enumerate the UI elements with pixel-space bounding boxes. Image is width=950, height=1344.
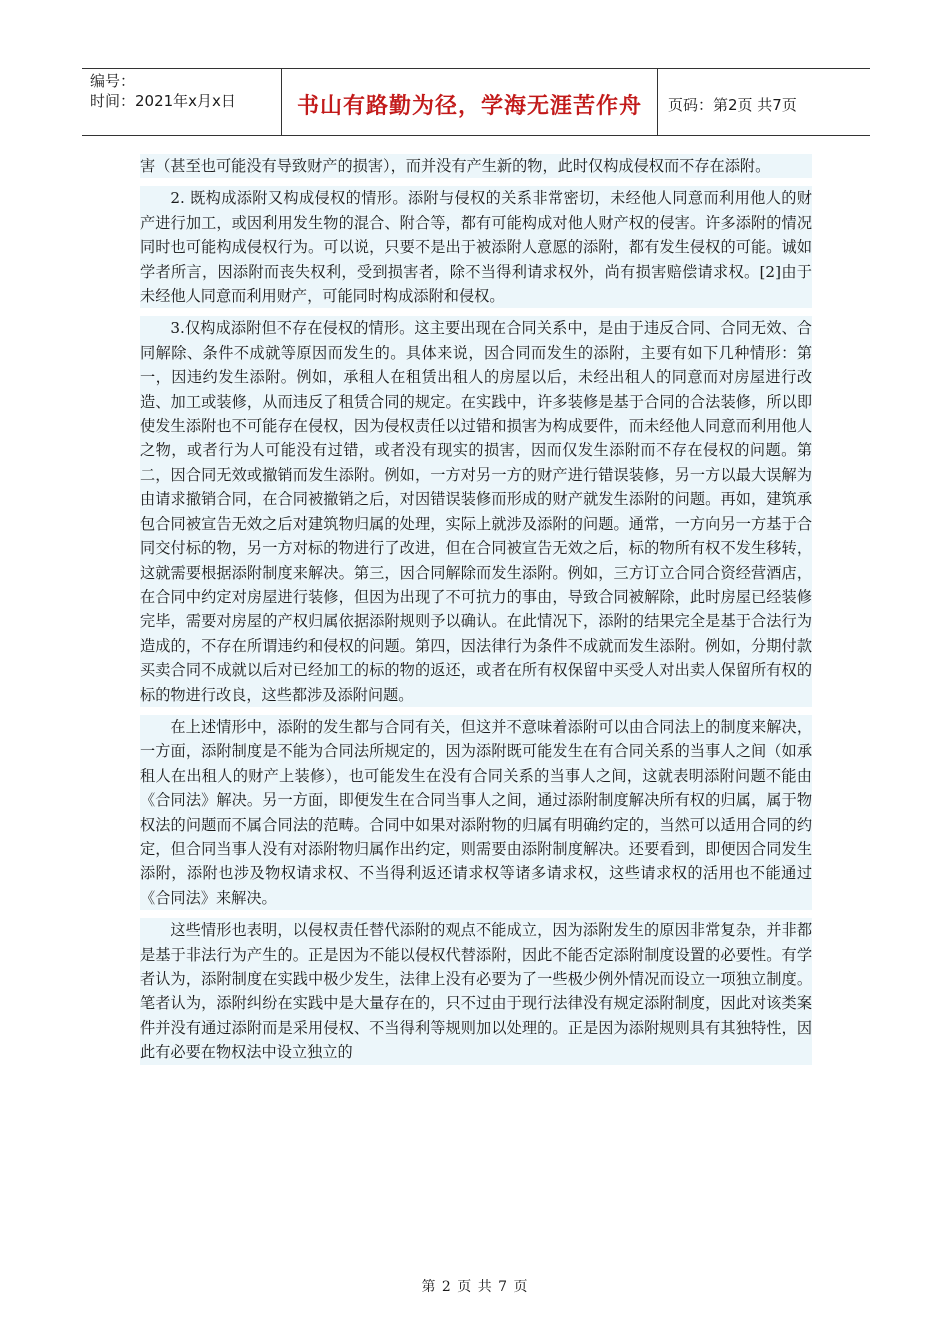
document-date-label: 时间：2021年x月x日 [90, 92, 236, 110]
paragraph: 这些情形也表明，以侵权责任替代添附的观点不能成立，因为添附发生的原因非常复杂，并非都是基于非法行为产生的。正是因为不能以侵权代替添附，因此不能否定添附制度设置的必要性。有学者认为，添附制度在实践中极少发生，法律上没有必要为了一些极少例外情况而设立一项独立制度。笔者认为，添附纠纷在实践中是大量存在的，只不过由于现行法律没有规定添附制度，因此对该类案件并没有通过添附而是采用侵权、不当得利等规则加以处理的。正是因为添附规则具有其独特性，因此有必要在物权法中设立独立的 [140, 918, 812, 1064]
document-body [140, 154, 812, 1073]
header-motto: 书山有路勤为径，学海无涯苦作舟 [282, 69, 658, 135]
page-header [82, 68, 870, 136]
page-footer: 第 2 页 共 7 页 [421, 1279, 529, 1295]
paragraph: 害（甚至也可能没有导致财产的损害），而并没有产生新的物，此时仅构成侵权而不存在添附。 [140, 154, 812, 178]
header-page-number: 页码：第2页 共7页 [668, 95, 797, 114]
paragraph: 在上述情形中，添附的发生都与合同有关，但这并不意味着添附可以由合同法上的制度来解决，一方面，添附制度是不能为合同法所规定的，因为添附既可能发生在有合同关系的当事人之间（如承租人在出租人的财产上装修），也可能发生在没有合同关系的当事人之间，这就表明添附问题不能由《合同法》解决。另一方面，即便发生在合同当事人之间，通过添附制度解决所有权的归属，属于物权法的问题而不属合同法的范畴。合同中如果对添附物的归属有明确约定的，当然可以适用合同的约定，但合同当事人没有对添附物归属作出约定，则需要由添附制度解决。还要看到，即便因合同发生添附，添附也涉及物权请求权、不当得利返还请求权等诸多请求权，这些请求权的活用也不能通过《合同法》来解决。 [140, 715, 812, 910]
document-number-label: 编号： [90, 72, 136, 90]
paragraph: 3.仅构成添附但不存在侵权的情形。这主要出现在合同关系中，是由于违反合同、合同无效、合同解除、条件不成就等原因而发生的。具体来说，因合同而发生的添附，主要有如下几种情形：第一，因违约发生添附。例如，承租人在租赁出租人的房屋以后，未经出租人的同意而对房屋进行改造、加工或装修，从而违反了租赁合同的规定。在实践中，许多装修是基于合同的合法装修，所以即使发生添附也不可能存在侵权，因为侵权责任以过错和损害为构成要件，而未经他人同意而利用他人之物，或者行为人可能没有过错，或者没有现实的损害，因而仅发生添附而不存在侵权的问题。第二，因合同无效或撤销而发生添附。例如，一方对另一方的财产进行错误装修，另一方以最大误解为由请求撤销合同，在合同被撤销之后，对因错误装修而形成的财产就发生添附的问题。再如，建筑承包合同被宣告无效之后对建筑物归属的处理，实际上就涉及添附的问题。通常，一方向另一方基于合同交付标的物，另一方对标的物进行了改进，但在合同被宣告无效之后，标的物所有权不发生移转，这就需要根据添附制度来解决。第三，因合同解除而发生添附。例如，三方订立合同合资经营酒店，在合同中约定对房屋进行装修，但因为出现了不可抗力的事由，导致合同被解除，此时房屋已经装修完毕，需要对房屋的产权归属依据添附规则予以确认。在此情况下，添附的结果完全是基于合法行为造成的，不存在所谓违约和侵权的问题。第四，因法律行为条件不成就而发生添附。例如，分期付款买卖合同不成就以后对已经加工的标的物的返还，或者在所有权保留中买受人对出卖人保留所有权的标的物进行改良，这些都涉及添附问题。 [140, 316, 812, 707]
header-meta [82, 69, 282, 135]
paragraph: 2. 既构成添附又构成侵权的情形。添附与侵权的关系非常密切，未经他人同意而利用他人的财产进行加工，或因利用发生物的混合、附合等，都有可能构成对他人财产权的侵害。许多添附的情况同时也可能构成侵权行为。可以说，只要不是出于被添附人意愿的添附，都有发生侵权的可能。诚如学者所言，因添附而丧失权利，受到损害者，除不当得利请求权外，尚有损害赔偿请求权。[2]由于未经他人同意而利用财产，可能同时构成添附和侵权。 [140, 186, 812, 308]
